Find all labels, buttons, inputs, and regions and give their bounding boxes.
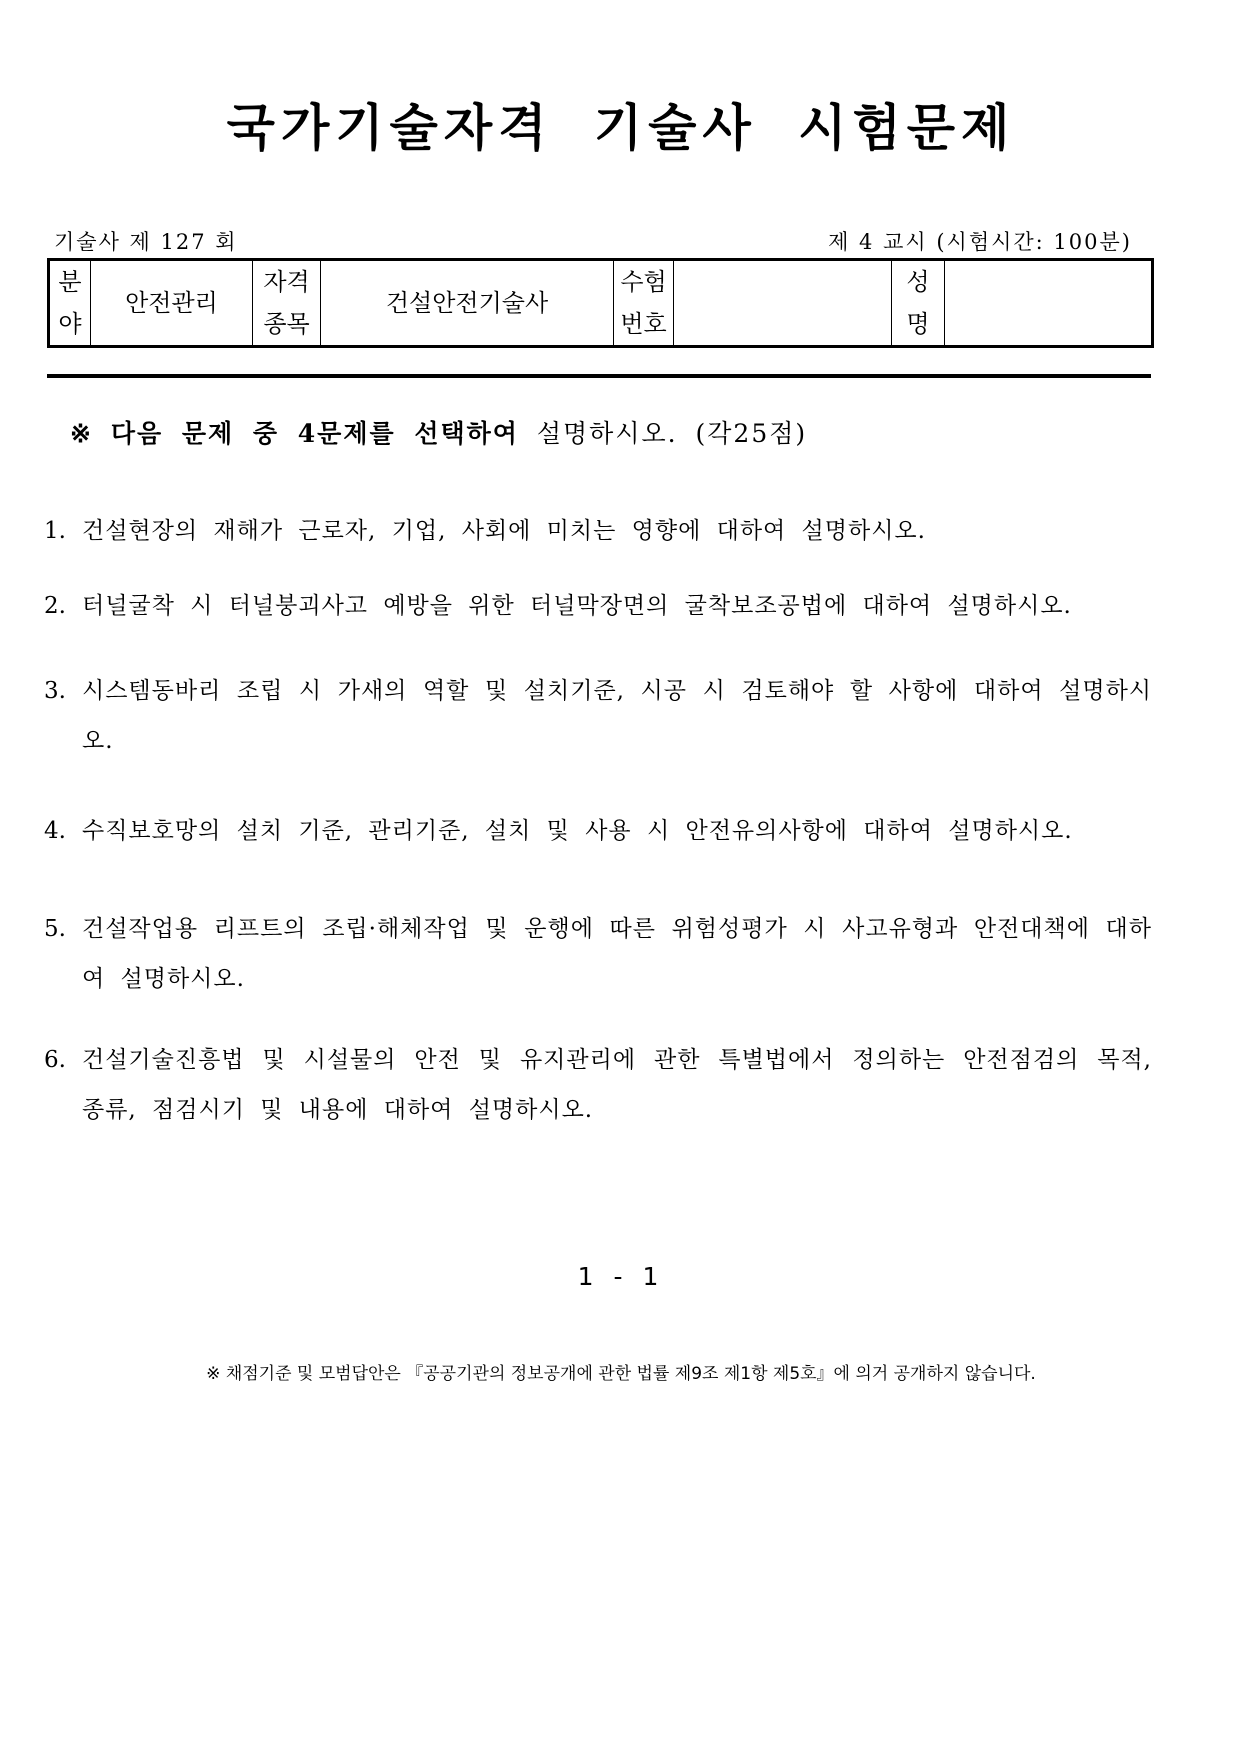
question-number: 4. bbox=[44, 818, 66, 844]
field-label: 분 야 bbox=[49, 260, 91, 347]
instruction bbox=[70, 414, 807, 450]
qualification-label: 자격 종목 bbox=[253, 260, 321, 347]
exam-number-label: 수험 번호 bbox=[614, 260, 674, 347]
exam-number-field[interactable] bbox=[674, 260, 892, 347]
name-label: 성 명 bbox=[892, 260, 945, 347]
candidate-info-table bbox=[47, 258, 1154, 348]
name-field[interactable] bbox=[945, 260, 1153, 347]
question-2 bbox=[44, 581, 1152, 631]
qualification-value: 건설안전기술사 bbox=[321, 260, 614, 347]
question-number: 5. bbox=[44, 916, 66, 942]
question-text: 건설기술진흥법 및 시설물의 안전 및 유지관리에 관한 특별법에서 정의하는 안전점검의 목적, 종류, 점검시기 및 내용에 대하여 설명하시오. bbox=[82, 1047, 1152, 1123]
question-text: 터널굴착 시 터널붕괴사고 예방을 위한 터널막장면의 굴착보조공법에 대하여 설명하시오. bbox=[82, 593, 1072, 619]
question-3 bbox=[44, 666, 1152, 766]
question-1 bbox=[44, 506, 1152, 556]
question-number: 3. bbox=[44, 678, 66, 704]
page-number: 1 - 1 bbox=[577, 1262, 665, 1291]
question-5 bbox=[44, 904, 1152, 1004]
page-title: 국가기술자격 기술사 시험문제 bbox=[226, 98, 1016, 157]
question-number: 6. bbox=[44, 1047, 66, 1073]
instruction-bold: 다음 문제 중 4문제를 선택하여 bbox=[110, 419, 519, 448]
field-value: 안전관리 bbox=[91, 260, 253, 347]
divider bbox=[47, 374, 1151, 378]
reference-mark: ※ bbox=[70, 419, 93, 448]
question-text: 시스템동바리 조립 시 가새의 역할 및 설치기준, 시공 시 검토해야 할 사항에 대하여 설명하시오. bbox=[82, 678, 1152, 754]
question-number: 2. bbox=[44, 593, 66, 619]
footnote: ※ 채점기준 및 모범답안은 『공공기관의 정보공개에 관한 법률 제9조 제1항 제5호』에 의거 공개하지 않습니다. bbox=[206, 1364, 1036, 1384]
question-text: 건설작업용 리프트의 조립·해체작업 및 운행에 따른 위험성평가 시 사고유형과 안전대책에 대하여 설명하시오. bbox=[82, 916, 1152, 992]
question-4 bbox=[44, 806, 1152, 856]
question-text: 수직보호망의 설치 기준, 관리기준, 설치 및 사용 시 안전유의사항에 대하여 설명하시오. bbox=[82, 818, 1073, 844]
exam-round: 기술사 제 127 회 bbox=[54, 230, 238, 254]
instruction-normal: 설명하시오. (각25점) bbox=[536, 419, 808, 448]
question-number: 1. bbox=[44, 518, 66, 544]
question-6 bbox=[44, 1035, 1152, 1135]
question-text: 건설현장의 재해가 근로자, 기업, 사회에 미치는 영향에 대하여 설명하시오. bbox=[82, 518, 926, 544]
exam-period: 제 4 교시 (시험시간: 100분) bbox=[828, 230, 1132, 254]
